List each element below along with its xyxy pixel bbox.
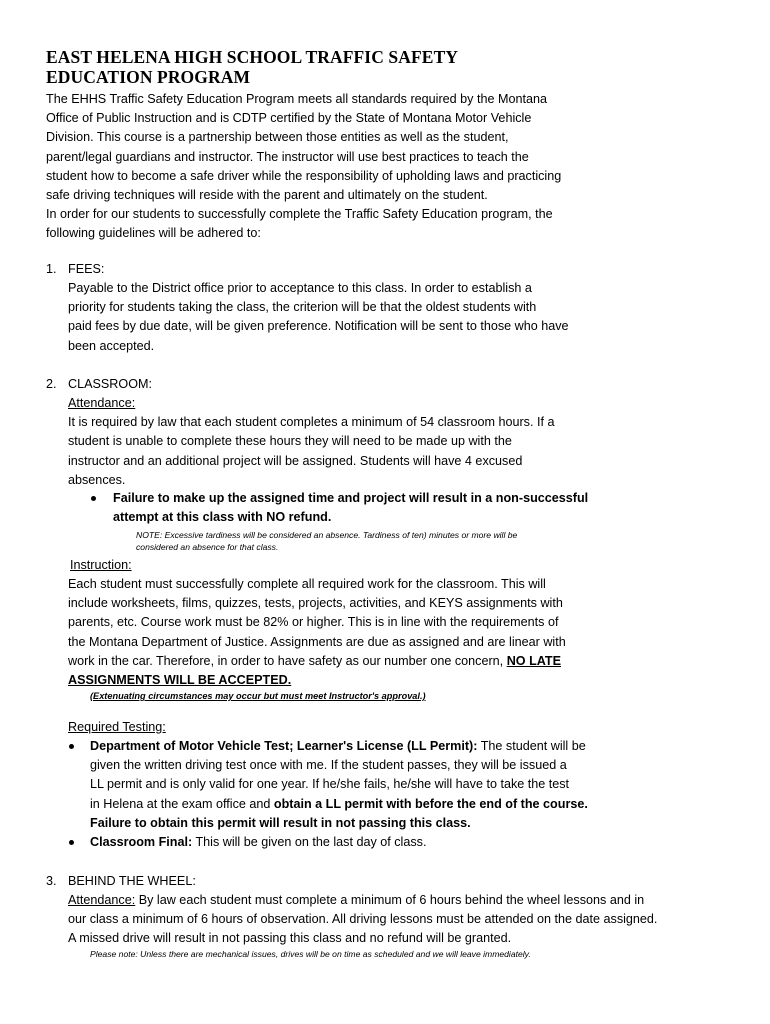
dmv-label: Department of Motor Vehicle Test; Learner's License (LL Permit): — [90, 739, 478, 753]
fees-line: Payable to the District office prior to acceptance to this class. In order to establish a — [68, 281, 532, 295]
behind-wheel-body — [68, 891, 728, 949]
failure-warning — [113, 489, 613, 527]
intro-line: Office of Public Instruction and is CDTP certified by the State of Montana Motor Vehicle — [46, 111, 532, 126]
tardy-note-line-2: considered an absence for that class. — [136, 542, 279, 553]
attendance-line: absences. — [68, 472, 126, 487]
required-testing-label-row — [68, 718, 628, 737]
attendance-line: instructor and an additional project will be assigned. Students will have 4 excused — [68, 453, 523, 468]
intro-line: student how to become a safe driver while the responsibility of upholding laws and practicing — [46, 168, 562, 183]
intro-line: Division. This course is a partnership between those entities as well as the student, — [46, 130, 509, 145]
behind-wheel-heading — [46, 872, 196, 891]
instruction-line: Each student must successfully complete all required work for the classroom. This will — [68, 577, 546, 591]
no-late-warning-cont: ASSIGNMENTS WILL BE ACCEPTED. — [68, 673, 292, 688]
dmv-text: The student will be — [477, 739, 586, 753]
fees-body — [68, 279, 628, 356]
instruction-line: include worksheets, films, quizzes, tests, projects, activities, and KEYS assignments with — [68, 596, 563, 611]
instruction-line: the Montana Department of Justice. Assignments are due as assigned and are linear with — [68, 634, 566, 649]
intro-line: safe driving techniques will reside with the parent and ultimately on the student. — [46, 188, 488, 203]
document-title — [46, 47, 458, 87]
tardiness-note — [136, 529, 636, 554]
required-testing-label: Required Testing: — [68, 720, 166, 734]
intro-line: following guidelines will be adhered to: — [46, 226, 261, 241]
btw-line-3: A missed drive will result in not passing this class and no refund will be granted. — [68, 931, 512, 946]
bullet-icon — [91, 496, 96, 501]
instruction-label: Instruction: — [70, 558, 132, 572]
dmv-line-1 — [90, 737, 650, 756]
dmv-line-4 — [90, 795, 650, 814]
dmv-line-2: given the written driving test once with me. If the student passes, they will be issued a — [90, 758, 567, 773]
title-line-2: EDUCATION PROGRAM — [46, 67, 251, 87]
classroom-number: 2. — [46, 377, 57, 391]
tardy-note-line-1: NOTE: Excessive tardiness will be considered an absence. Tardiness of ten) minutes or more will be — [136, 530, 518, 540]
fees-number: 1. — [46, 262, 57, 276]
behind-wheel-note: Please note: Unless there are mechanical issues, drives will be on time as scheduled and we will leave immediately. — [90, 949, 531, 959]
btw-line-1-text: By law each student must complete a minimum of 6 hours behind the wheel lessons and in — [135, 893, 645, 907]
behind-wheel-label: BEHIND THE WHEEL: — [68, 874, 196, 888]
attendance-line: student is unable to complete these hours they will need to be made up with the — [68, 434, 512, 449]
no-late-warning: NO LATE — [506, 653, 562, 668]
attendance-label: Attendance: — [68, 396, 136, 410]
dmv-line-4-bold: obtain a LL permit with before the end of the course. — [273, 796, 588, 811]
instruction-line — [68, 652, 648, 671]
bullet-icon — [69, 840, 74, 845]
instruction-label-row — [70, 556, 630, 575]
intro-line: parent/legal guardians and instructor. The instructor will use best practices to teach the — [46, 149, 529, 164]
intro-paragraph — [46, 90, 646, 244]
btw-line-2: our class a minimum of 6 hours of observation. All driving lessons must be attended on the date assigned. — [68, 912, 658, 927]
classroom-attendance — [68, 394, 628, 490]
final-text: This will be given on the last day of class. — [192, 835, 427, 849]
fees-label: FEES: — [68, 262, 105, 276]
classroom-final-item — [90, 833, 650, 852]
bullet-icon — [69, 744, 74, 749]
dmv-line-4-text: in Helena at the exam office and — [90, 796, 274, 811]
dmv-line-3: LL permit and is only valid for one year. If he/she fails, he/she will have to take the test — [90, 777, 570, 792]
failure-line-1: Failure to make up the assigned time and project will result in a non-successful — [113, 491, 589, 505]
title-line-1: EAST HELENA HIGH SCHOOL TRAFFIC SAFETY — [46, 47, 459, 67]
dmv-test-item — [90, 737, 650, 833]
instruction-body — [68, 575, 648, 690]
attendance-line: It is required by law that each student completes a minimum of 54 classroom hours. If a — [68, 415, 555, 430]
fees-heading — [46, 260, 104, 279]
intro-line: In order for our students to successfully complete the Traffic Safety Education program, the — [46, 207, 553, 222]
classroom-label: CLASSROOM: — [68, 377, 152, 391]
intro-line: The EHHS Traffic Safety Education Program meets all standards required by the Montana — [46, 92, 547, 106]
instruction-last-text: work in the car. Therefore, in order to have safety as our number one concern, — [68, 653, 507, 668]
fees-line: been accepted. — [68, 338, 155, 353]
fees-line: priority for students taking the class, the criterion will be that the oldest students with — [68, 300, 537, 315]
failure-line-2: attempt at this class with NO refund. — [113, 510, 332, 525]
extenuating-note: (Extenuating circumstances may occur but must meet Instructor's approval.) — [90, 691, 426, 701]
final-label: Classroom Final: — [90, 835, 193, 849]
behind-wheel-number: 3. — [46, 874, 57, 888]
dmv-line-5: Failure to obtain this permit will result in not passing this class. — [90, 815, 471, 830]
btw-attendance-label: Attendance: — [68, 893, 136, 907]
classroom-heading — [46, 375, 152, 394]
instruction-line: parents, etc. Course work must be 82% or higher. This is in line with the requirements of — [68, 615, 559, 630]
fees-line: paid fees by due date, will be given preference. Notification will be sent to those who have — [68, 319, 569, 334]
btw-line-1 — [68, 891, 728, 910]
